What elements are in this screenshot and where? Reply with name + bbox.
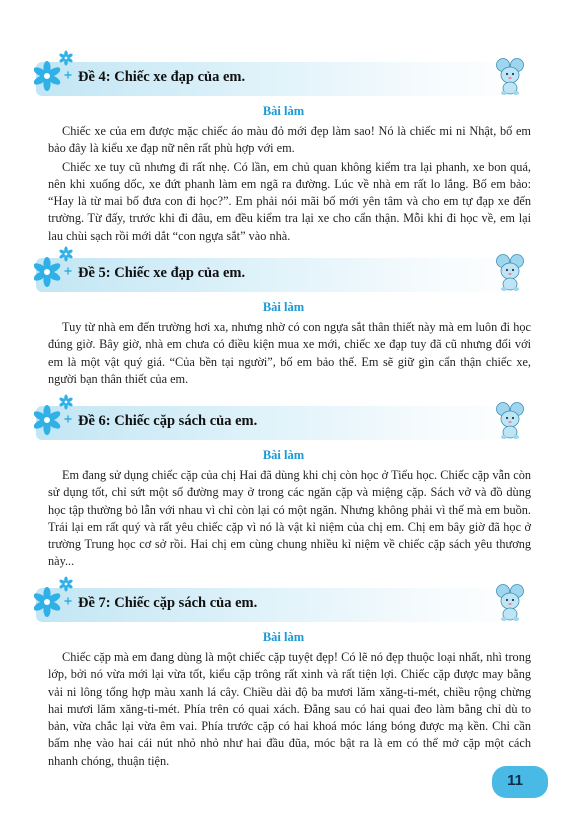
paragraph: Tuy từ nhà em đến trường hơi xa, nhưng nhờ có con ngựa sắt thân thiết này mà em luôn đi học đúng giờ. Bây giờ, nhà em chưa có điều kiện mua xe mới, chiếc xe đạp tuy đã cũ nhưng đối với em là một vật quý giá. “Của bền tại người”, bố em bảo thế. Em sẽ giữ gìn cẩn thận chiếc xe, người bạn thân thiết của em. [48, 320, 531, 386]
section-banner [36, 588, 531, 622]
paragraph: Chiếc cặp mà em đang dùng là một chiếc cặp tuyệt đẹp! Có lẽ nó đẹp thuộc loại nhất, nhì trong lớp, bởi nó vừa mới lại vừa tốt, kiểu cặp trông rất xinh và rất tiện lợi. Chiếc cặp được may bằng vải ni lông tổng hợp màu xanh lá cây. Chiều dài độ ba mươi lăm xăng-ti-mét, chiều rộng chừng hai mươi lăm xăng-ti-mét. Phía trên có quai xách. Đằng sau có hai quai đeo làm bằng chỉ dù to bản, vừa chắc lại vừa êm vai. Phía trước cặp có hai khoá móc láng bóng được mạ kền. Chỉ cần bấm nhẹ vào hai cái nút nhỏ nhỏ như hai đầu đũa, móc bật ra là em có thể mở cặp một cách nhanh chóng, thuận tiện. [48, 650, 531, 768]
flower-icon [34, 244, 76, 290]
section-heading: Bài làm [262, 630, 305, 644]
paragraph: Chiếc xe tuy cũ nhưng đi rất nhẹ. Có lần, em chủ quan không kiểm tra lại phanh, xe bon quá, nên khi xuống dốc, xe đứt phanh làm em ngã ra đường. Lúc về nhà em rất lo lắng. Bố em bảo: “Hay là từ mai bố đưa con đi học?”. Em phải nói mãi bố mới yên tâm và cho em tự đạp xe đến trường. Từ đấy, trước khi đi đâu, em đều kiểm tra lại xe cho cẩn thận. Mỗi khi đi học về, em lại lau chùi sạch rồi mới dắt “con ngựa sắt” vào nhà. [48, 159, 531, 243]
flower-icon [34, 48, 76, 94]
page-number-tab [492, 766, 548, 798]
section-de-4 [36, 62, 531, 246]
paragraph: Chiếc xe của em được mặc chiếc áo màu đỏ mới đẹp làm sao! Nó là chiếc mi ni Nhật, bố em bảo đây là kiểu xe đạp nữ nên rất phù hợp với em. [48, 124, 531, 156]
mouse-mascot-icon [495, 56, 525, 96]
section-banner [36, 258, 531, 292]
flower-icon [34, 392, 76, 438]
section-title: Đề 4: Chiếc xe đạp của em. [78, 69, 246, 85]
section-de-6 [36, 406, 531, 572]
page-number: 11 [507, 772, 523, 789]
section-de-5 [36, 258, 531, 389]
section-heading: Bài làm [262, 448, 305, 462]
section-title: Đề 7: Chiếc cặp sách của em. [78, 595, 258, 611]
section-title: Đề 5: Chiếc xe đạp của em. [78, 265, 246, 281]
section-title: Đề 6: Chiếc cặp sách của em. [78, 413, 258, 429]
mouse-mascot-icon [495, 252, 525, 292]
section-heading: Bài làm [262, 104, 305, 118]
flower-icon [34, 574, 76, 620]
mouse-mascot-icon [495, 582, 525, 622]
section-banner [36, 406, 531, 440]
section-heading: Bài làm [262, 300, 305, 314]
section-de-7 [36, 588, 531, 771]
mouse-mascot-icon [495, 400, 525, 440]
section-banner [36, 62, 531, 96]
paragraph: Em đang sử dụng chiếc cặp của chị Hai đã dùng khi chị còn học ở Tiểu học. Chiếc cặp vẫn còn sử dụng tốt, chỉ sứt một số đường may ở trong các ngăn cặp và miệng cặp. Sách vở và đồ dùng học tập thường bỏ lẫn với nhau vì chỉ còn lại có một ngăn. Nhưng không phải vì thế mà em buồn. Trái lại em rất quý và rất yêu chiếc cặp vì nó là vật kỉ niệm của chị em. Chị em bây giờ đã học ở trường Trung học cơ sở rồi. Hai chị em cùng chung nhiều kỉ niệm về chiếc cặp sách yêu thương này... [48, 468, 531, 569]
